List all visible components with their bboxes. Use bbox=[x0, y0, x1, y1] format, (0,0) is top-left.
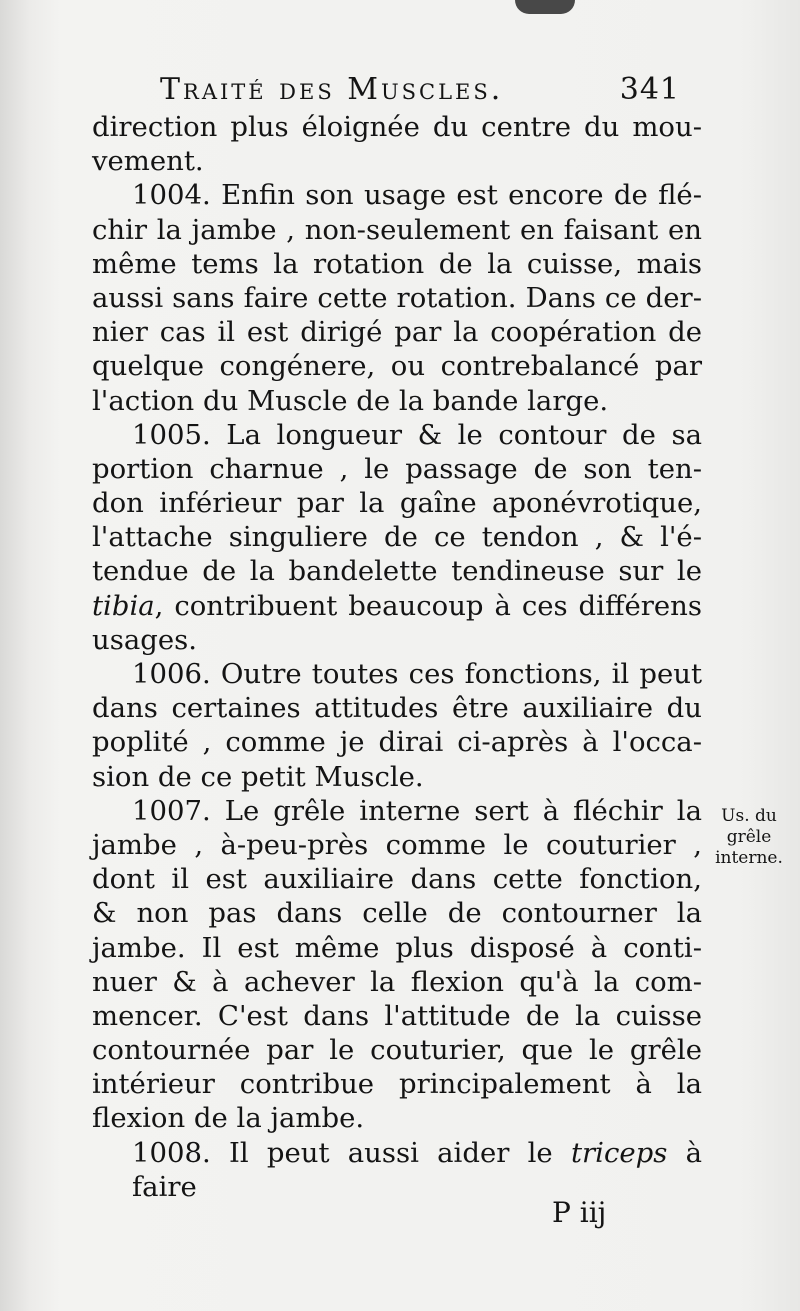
text-line: chir la jambe , non-seulement en faisant en bbox=[92, 213, 702, 246]
page-number: 341 bbox=[619, 72, 680, 107]
text-line: aussi sans faire cette rotation. Dans ce der- bbox=[92, 281, 702, 314]
text-line: l'attache singuliere de ce tendon , & l'é- bbox=[92, 521, 702, 554]
margin-note-line: Us. du bbox=[721, 806, 777, 826]
text-line bbox=[92, 589, 702, 623]
text-line: 1005. La longueur & le contour de sa bbox=[132, 418, 702, 451]
text-line: contournée par le couturier, que le grêle bbox=[92, 1034, 702, 1067]
text-line: portion charnue , le passage de son ten- bbox=[92, 452, 702, 485]
text-span: 1008. Il peut aussi aider le bbox=[132, 1136, 571, 1169]
text-line: mencer. C'est dans l'attitude de la cuisse bbox=[92, 999, 702, 1032]
text-line: usages. bbox=[92, 623, 197, 656]
text-line: & non pas dans celle de contourner la bbox=[92, 897, 702, 930]
text-line: direction plus éloignée du centre du mou- bbox=[92, 111, 702, 143]
text-line: flexion de la jambe. bbox=[92, 1102, 365, 1135]
text-line: 1004. Enfin son usage est encore de flé- bbox=[132, 179, 702, 212]
running-header bbox=[160, 72, 680, 112]
text-line: sion de ce petit Muscle. bbox=[92, 760, 424, 793]
text-line: dans certaines attitudes être auxiliaire du bbox=[92, 692, 702, 725]
text-line: 1007. Le grêle interne sert à fléchir la bbox=[132, 794, 702, 827]
text-line bbox=[92, 1136, 702, 1203]
text-line: même tems la rotation de la cuisse, mais bbox=[92, 247, 702, 280]
text-line: dont il est auxiliaire dans cette fonction, bbox=[92, 863, 702, 896]
text-line: jambe. Il est même plus disposé à conti- bbox=[92, 931, 702, 964]
text-line: don inférieur par la gaîne aponévrotique, bbox=[92, 487, 702, 520]
signature-mark: P iij bbox=[552, 1196, 607, 1229]
italic-term: triceps bbox=[570, 1136, 668, 1169]
italic-term: tibia bbox=[92, 589, 155, 622]
margin-note-line: grêle bbox=[726, 827, 772, 847]
margin-note-line: interne. bbox=[715, 848, 783, 868]
text-line: jambe , à-peu-près comme le couturier , bbox=[92, 828, 702, 861]
text-line: intérieur contribue principalement à la bbox=[92, 1068, 702, 1101]
body-text bbox=[92, 110, 702, 1203]
text-line: vement. bbox=[92, 145, 204, 178]
text-line: l'action du Muscle de la bande large. bbox=[92, 384, 609, 417]
text-span: , contribuent beaucoup à ces différens bbox=[154, 589, 702, 622]
text-line: 1006. Outre toutes ces fonctions, il peut bbox=[132, 658, 702, 690]
text-line: poplité , comme je dirai ci-après à l'occa- bbox=[92, 726, 702, 759]
text-span: à faire bbox=[132, 1136, 702, 1203]
text-line: nuer & à achever la flexion qu'à la com- bbox=[92, 965, 702, 998]
text-line: quelque congénere, ou contrebalancé par bbox=[92, 350, 702, 383]
text-line: nier cas il est dirigé par la coopération de bbox=[92, 316, 702, 349]
margin-note bbox=[704, 806, 794, 869]
text-line: tendue de la bandelette tendineuse sur le bbox=[92, 555, 702, 588]
running-title: Traité des Muscles. bbox=[160, 72, 504, 107]
